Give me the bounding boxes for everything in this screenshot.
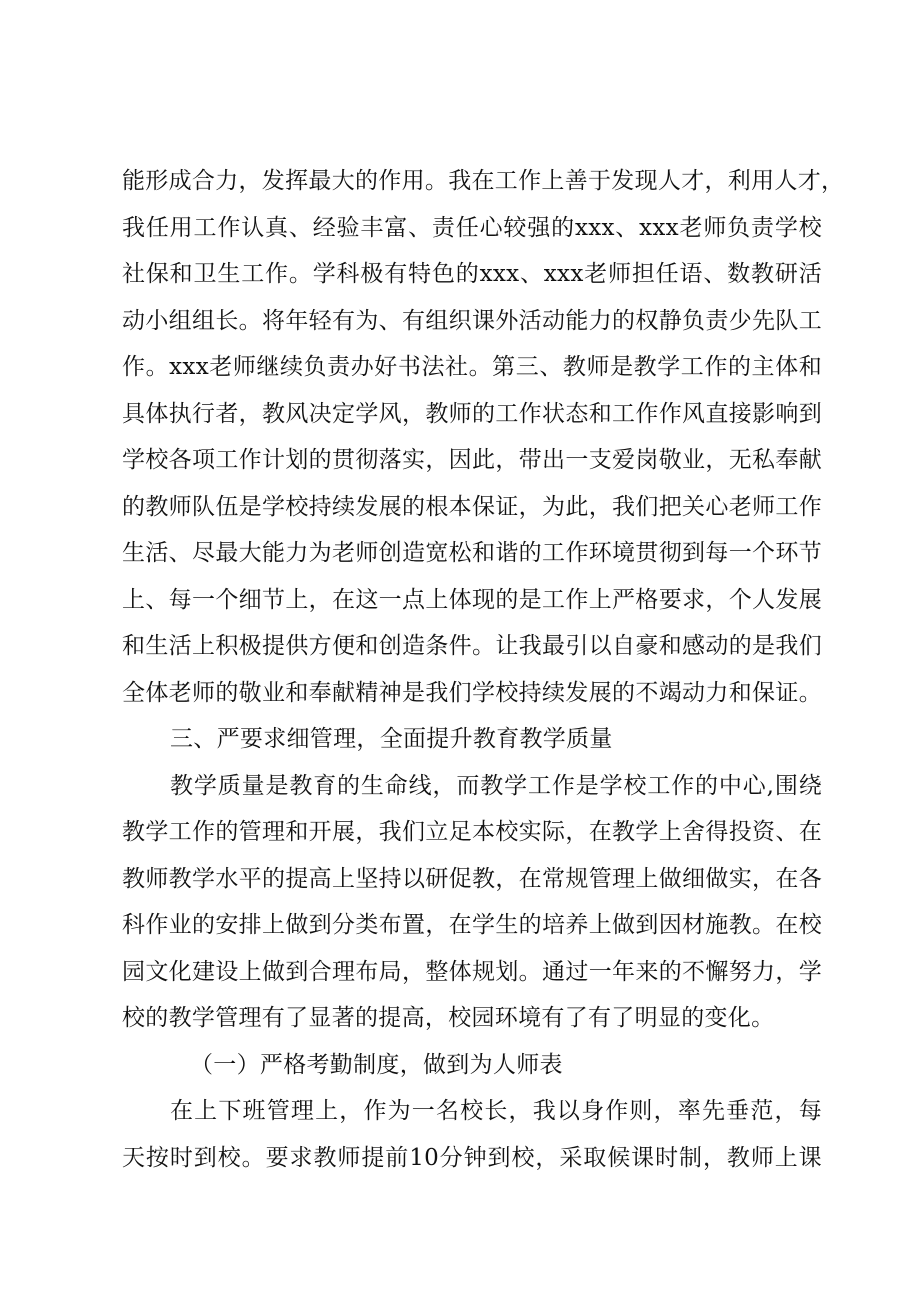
text-line: 社保和卫生工作。学科极有特色的xxx、xxx老师担任语、数教研活 — [122, 261, 822, 287]
paragraph-first-line: 教学质量是教育的生命线，而教学工作是学校工作的中心,围绕 — [170, 773, 822, 799]
text-line: 我任用工作认真、经验丰富、责任心较强的xxx、xxx老师负责学校 — [122, 215, 822, 241]
subsection-heading: （一）严格考勤制度，做到为人师表 — [190, 1052, 563, 1078]
text-line: 能形成合力，发挥最大的作用。我在工作上善于发现人才，利用人才， — [122, 168, 845, 194]
text-line: 作。xxx老师继续负责办好书法社。第三、教师是教学工作的主体和 — [122, 354, 822, 380]
text-line: 上、每一个细节上，在这一点上体现的是工作上严格要求，个人发展 — [122, 587, 822, 613]
text-line: 科作业的安排上做到分类布置，在学生的培养上做到因材施教。在校 — [122, 912, 822, 938]
text-line: 学校各项工作计划的贯彻落实，因此，带出一支爱岗敬业，无私奉献 — [122, 447, 822, 473]
text-line: 全体老师的敬业和奉献精神是我们学校持续发展的不竭动力和保证。 — [122, 680, 822, 706]
text-line: 的教师队伍是学校持续发展的根本保证，为此，我们把关心老师工作 — [122, 494, 822, 520]
paragraph-first-line: 在上下班管理上，作为一名校长，我以身作则，率先垂范，每 — [170, 1098, 822, 1124]
text-line: 具体执行者，教风决定学风，教师的工作状态和工作作风直接影响到 — [122, 401, 822, 427]
text-line: 教学工作的管理和开展，我们立足本校实际，在教学上舍得投资、在 — [122, 819, 822, 845]
section-heading: 三、严要求细管理，全面提升教育教学质量 — [170, 726, 613, 752]
text-line: 生活、尽最大能力为老师创造宽松和谐的工作环境贯彻到每一个环节 — [122, 540, 822, 566]
text-line: 和生活上积极提供方便和创造条件。让我最引以自豪和感动的是我们 — [122, 633, 822, 659]
text-line: 教师教学水平的提高上坚持以研促教，在常规管理上做细做实，在各 — [122, 866, 822, 892]
text-line: 校的教学管理有了显著的提高，校园环境有了有了明显的变化。 — [122, 1005, 775, 1031]
text-line: 天按时到校。要求教师提前10分钟到校，采取候课时制，教师上课 — [122, 1145, 822, 1171]
text-line: 园文化建设上做到合理布局，整体规划。通过一年来的不懈努力，学 — [122, 959, 822, 985]
text-line: 动小组组长。将年轻有为、有组织课外活动能力的权静负责少先队工 — [122, 308, 822, 334]
